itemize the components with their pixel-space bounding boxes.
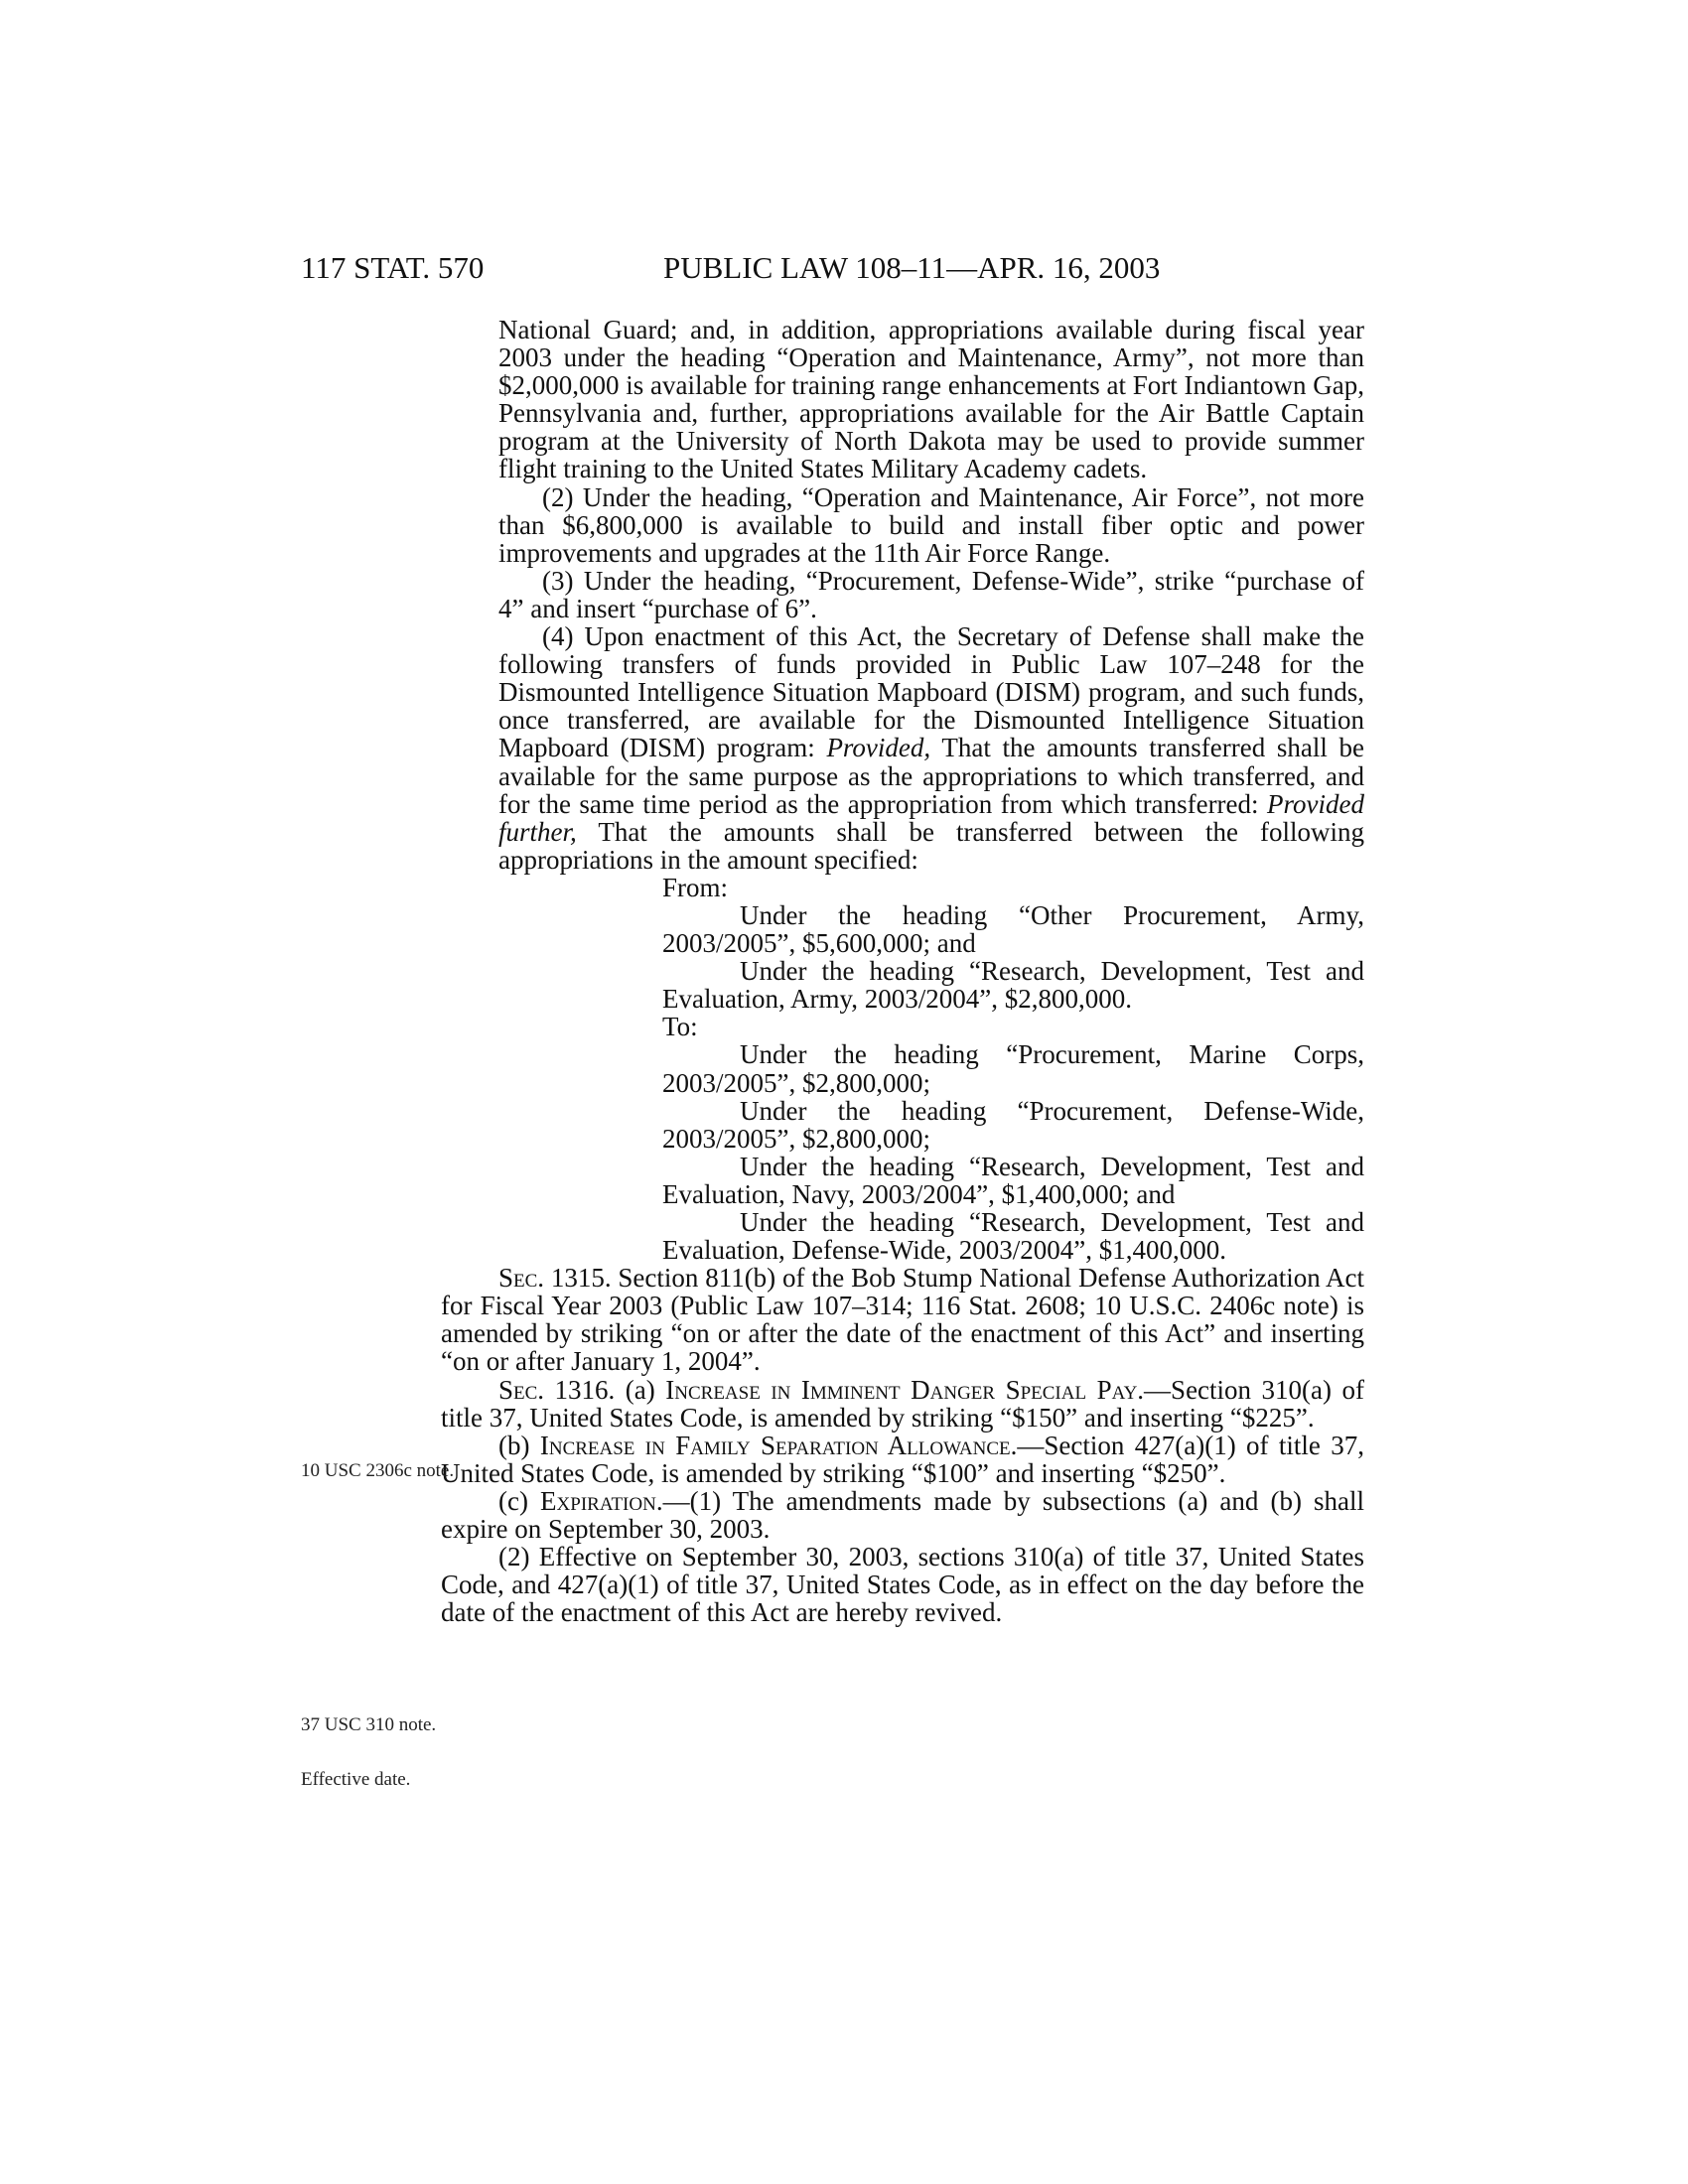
provided-further-term: Provided further, bbox=[498, 788, 1364, 847]
paragraph-procurement: (3) Under the heading, “Procurement, Defense-Wide”, strike “purchase of 4” and insert “purchase of 6”. bbox=[498, 565, 1364, 623]
body-text bbox=[441, 315, 1365, 1628]
section-1315 bbox=[441, 1264, 1364, 1375]
to-item: Under the heading “Research, Development, Test and Evaluation, Navy, 2003/2004”, $1,400,000; and bbox=[662, 1151, 1364, 1209]
subsection-c-text: —(1) The amendments made by subsections (a) and (b) shall expire on September 30, 2003. bbox=[441, 1485, 1365, 1545]
margin-note-effective-date: Effective date. bbox=[301, 1769, 411, 1790]
subsection-c2: (2) Effective on September 30, 2003, sections 310(a) of title 37, United States Code, and 427(a)(1) of title 37, United States Code, as in effect on the day before the date of the enactment of this Act are hereby revived. bbox=[441, 1542, 1364, 1628]
provided-term: Provided, bbox=[826, 733, 931, 763]
subsection-b-text: —Section 427(a)(1) of title 37, United States Code, is amended by striking “$100” and inserting “$250”. bbox=[441, 1430, 1365, 1488]
paragraph-air-force: (2) Under the heading, “Operation and Maintenance, Air Force”, not more than $6,800,000 is available to build and install fiber optic and power improvements and upgrades at the 11th Air Force Range. bbox=[498, 481, 1364, 568]
section-1316-text: —Section 310(a) of title 37, United States Code, is amended by striking “$150” and inserting “$225”. bbox=[441, 1374, 1364, 1433]
section-label: Sec. bbox=[498, 1263, 545, 1294]
subsection-heading: Expiration. bbox=[540, 1485, 663, 1516]
running-header: PUBLIC LAW 108–11—APR. 16, 2003 bbox=[663, 250, 1161, 285]
subsection-c-number: (c) bbox=[498, 1485, 541, 1516]
from-item: Under the heading “Other Procurement, Army, 2003/2005”, $5,600,000; and bbox=[662, 899, 1364, 959]
from-item: Under the heading “Research, Development, Test and Evaluation, Army, 2003/2004”, $2,800,000. bbox=[662, 956, 1364, 1015]
to-label: To: bbox=[662, 1012, 698, 1042]
subsection-heading: Increase in Imminent Danger Special Pay. bbox=[665, 1374, 1145, 1405]
subsection-heading: Increase in Family Separation Allowance. bbox=[539, 1430, 1018, 1460]
section-1316-number: 1316. (a) bbox=[544, 1374, 666, 1405]
to-item: Under the heading “Research, Development, Test and Evaluation, Defense-Wide, 2003/2004”, $1,400,000. bbox=[662, 1207, 1364, 1266]
to-item: Under the heading “Procurement, Marine Corps, 2003/2005”, $2,800,000; bbox=[662, 1039, 1364, 1098]
section-1315-text: 1315. Section 811(b) of the Bob Stump National Defense Authorization Act for Fiscal Year 2003 (Public Law 107–314; 116 Stat. 2608; 10 U.S.C. 2406c note) is amended by striking “on or after the date of the enactment of this Act” and inserting “on or after January 1, 2004”. bbox=[441, 1263, 1364, 1377]
transfers-text-a: (4) Upon enactment of this Act, the Secretary of Defense shall make the following transfers of funds provided in Public Law 107–248 for the Dismounted Intelligence Situation Mapboard (DISM) program, and such funds, once transferred, are available for the Dismounted Intelligence Situation Mapboard (DISM) program: bbox=[498, 621, 1364, 763]
subsection-b bbox=[441, 1432, 1364, 1487]
margin-note-usc-2306c: 10 USC 2306c note. bbox=[301, 1460, 455, 1481]
subsection-c bbox=[441, 1487, 1364, 1543]
transfers-text-b: That the amounts transferred shall be available for the same purpose as the appropriations to which transferred, and for the same time period as the appropriation from which transferred: bbox=[498, 733, 1365, 819]
subsection-b-number: (b) bbox=[498, 1430, 540, 1460]
section-1316 bbox=[441, 1376, 1364, 1432]
paragraph-transfers bbox=[498, 622, 1364, 874]
from-label: From: bbox=[662, 872, 729, 902]
paragraph-national-guard: National Guard; and, in addition, appropriations available during fiscal year 2003 under the heading “Operation and Maintenance, Army”, not more than $2,000,000 is available for training range enhancements at Fort Indiantown Gap, Pennsylvania and, further, appropriations available for the Air Battle Captain program at the University of North Dakota may be used to provide summer flight training to the United States Military Academy cadets. bbox=[498, 315, 1365, 484]
transfers-text-c: That the amounts shall be transferred between the following appropriations in the amount specified: bbox=[498, 816, 1364, 875]
page-stat-reference: 117 STAT. 570 bbox=[301, 250, 485, 285]
section-label: Sec. bbox=[498, 1374, 545, 1405]
to-item: Under the heading “Procurement, Defense-Wide, 2003/2005”, $2,800,000; bbox=[662, 1095, 1364, 1154]
margin-note-usc-310: 37 USC 310 note. bbox=[301, 1714, 437, 1735]
